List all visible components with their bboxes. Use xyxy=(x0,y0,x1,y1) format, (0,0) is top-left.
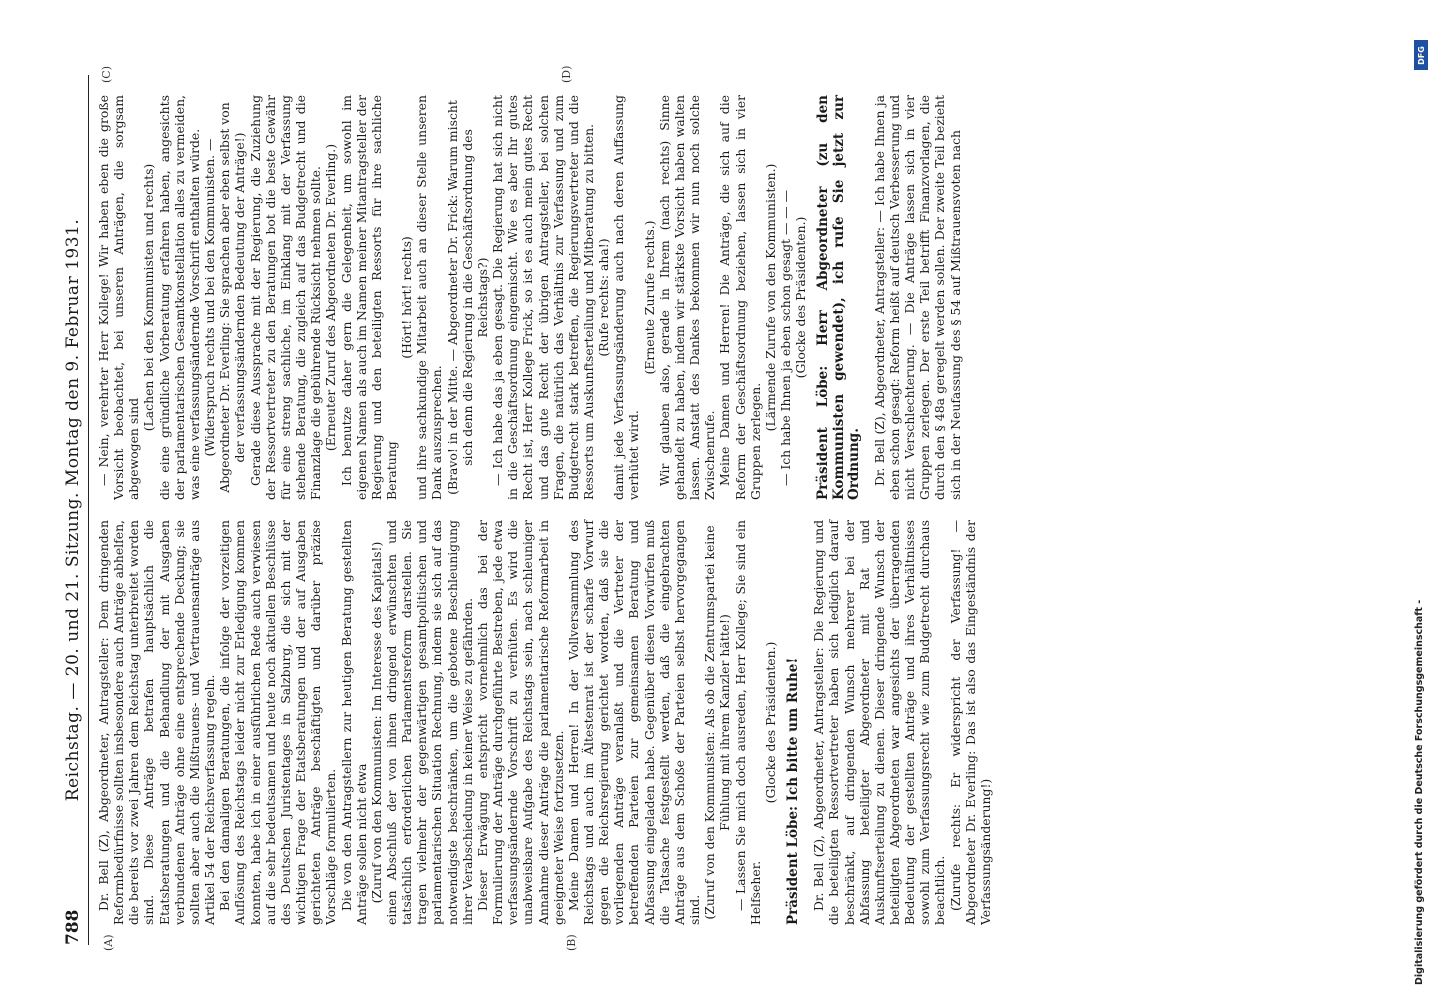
page-header xyxy=(60,75,89,945)
digitization-credit: Digitalisierung gefördert durch die Deutsche Forschungsgemeinschaft - xyxy=(1414,599,1425,985)
left-column xyxy=(96,520,993,925)
speech-paragraph: Wir glauben also, gerade in Ihrem (nach rechts) Sinne gehandelt zu haben, indem wir stärkste Vorsicht haben walten lassen. Anstatt des Dankes bekommen wir nun noch solche Zwischenrufe. xyxy=(656,95,718,500)
interjection: (Widerspruch rechts und bei den Kommunisten. — Abgeordneter Dr. Everling: Sie sprachen aber eben selbst von der verfassungsändernden Bedeutung der Anträge!) xyxy=(202,102,248,493)
speech-paragraph: und ihre sachkundige Mitarbeit auch an dieser Stelle unseren Dank auszusprechen. xyxy=(414,95,445,500)
interjection: (Glocke des Präsidenten.) xyxy=(793,216,809,379)
interjection: (Erneuter Zuruf des Abgeordneten Dr. Everling.) xyxy=(323,143,339,452)
interjection: (Zurufe rechts: Er widerspricht der Verfassung! — Abgeordneter Dr. Everling: Das ist also das Eingeständnis der Verfassungsänderung!) xyxy=(947,520,993,925)
speech-paragraph: Dr. Bell (Z), Abgeordneter, Antragsteller: Dem dringenden Reformbedürfnisse sollten insbesondere auch Anträge abhelfen, die bereits vor zwei Jahren dem Reichstag unterbreitet worden sind. Diese Anträge betrafen hauptsächlich die Etatsberatungen und die Behandlung der mit Ausgaben verbundenen Anträge ohne eine entsprechende Deckung; sie sollten aber auch die Mißtrauens- und Vertrauensanträge aus Artikel 54 der Reichsverfassung regeln. xyxy=(96,520,218,925)
speech-paragraph: Ich benutze daher gern die Gelegenheit, um sowohl im eigenen Namen als auch im Namen meiner Mitantragsteller der Regierung und den beteiligten Ressorts für ihre sachliche Beratung xyxy=(338,95,399,500)
remark-text: Ich bitte um Ruhe! xyxy=(785,657,802,802)
speech-paragraph: Die von den Antragstellern zur heutigen Beratung gestellten Anträge sollen nicht etwa xyxy=(338,520,369,925)
dfg-logo-icon xyxy=(1414,40,1428,70)
speech-paragraph: Meine Damen und Herren! Die Anträge, die sich auf die Reform der Geschäftsordnung beziehen, lassen sich in vier Gruppen zerlegen. xyxy=(717,95,763,500)
speech-paragraph: — Nein, verehrter Herr Kollege! Wir haben eben die große Vorsicht beobachtet, bei unseren Anträgen, die sorgsam abgewogen sind xyxy=(96,95,142,500)
speech-paragraph: Dr. Bell (Z), Abgeordneter, Antragsteller: — Ich habe Ihnen ja eben schon gesagt: Reform heißt auf deutsch Verbesserung und nicht Verschlechterung. — Die Anträge lassen sich in vier Gruppen zerlegen. Der erste Teil betrifft Finanzvorlagen, die durch den § 48a geregelt werden sollen. Der zweite Teil bezieht sich in der Neufassung des § 54 auf Mißtrauensvoten nach xyxy=(871,95,963,500)
page-number: 788 xyxy=(63,909,83,945)
interjection: (Glocke des Präsidenten.) xyxy=(762,641,778,804)
margin-marker-d: (D) xyxy=(560,65,573,83)
margin-marker-a: (A) xyxy=(102,934,115,951)
interjection: (Erneute Zurufe rechts.) xyxy=(641,220,657,375)
speech-paragraph: die eine gründliche Vorberatung erfahren haben, angesichts der parlamentarischen Gesamtkonstellation alles zu vermeiden, was eine verfassungsändernde Vorschrift enthalten würde. xyxy=(156,95,202,500)
dfg-logo-text: DFG xyxy=(1416,45,1426,65)
president-remark xyxy=(816,95,861,500)
speech-paragraph: Bei den damaligen Beratungen, die infolge der vorzeitigen Auflösung des Reichstags leider nicht zur Erledigung kommen konnten, habe ich in einer ausführlichen Rede auch verwiesen auf die sehr bedeutsamen und heute noch aktuellen Beschlüsse des Deutschen Juristentages in Salzburg, die sich mit der wichtigen Frage der Etatsberatungen und der auf Ausgaben gerichteten Anträge beschäftigten und darüber präzise Vorschläge formulierten. xyxy=(217,520,339,925)
president-remark xyxy=(786,520,801,925)
speech-paragraph: Dieser Erwägung entspricht vornehmlich das bei der Formulierung der Anträge durchgeführte Bestreben, jede etwa verfassungsändernde Vorschrift zu verhüten. Es wird die unabweisbare Aufgabe des Reichstags sein, nach schleuniger Annahme dieser Anträge die parlamentarische Reformarbeit in geeigneter Weise fortzusetzen. xyxy=(474,520,566,925)
remark-text: Herr Abgeordneter (zu den Kommunisten gewendet), ich rufe Sie jetzt zur Ordnung. xyxy=(815,95,862,500)
margin-marker-b: (B) xyxy=(565,934,578,951)
speech-paragraph: Dr. Bell (Z), Abgeordneter, Antragsteller: Die Regierung und die beteiligten Ressortvertreter haben sich lediglich darauf beschränkt, auf dringenden Wunsch mehrerer bei der Abfassung beteiligter Abgeordneter mit Rat und Auskunftserteilung zu dienen. Dieser dringende Wunsch der beteiligten Abgeordneten war angesichts der überragenden Bedeutung der gestellten Anträge und ihres Verhältnisses sowohl zum Verfassungsrecht wie zum Budgetrecht durchaus beachtlich. xyxy=(811,520,948,925)
speaker-name: Präsident Löbe: xyxy=(785,805,802,925)
speaker-name: Präsident Löbe: xyxy=(815,365,832,500)
speech-paragraph: — Ich habe das ja eben gesagt. Die Regierung hat sich nicht in die Geschäftsordnung eingemischt. Wie es aber Ihr gutes Recht ist, Herr Kollege Frick, so ist es auch mein gutes Recht und das gute Recht der übrigen Antragsteller, bei solchen Fragen, die natürlich das Verhältnis zur Verfassung und zum Budgetrecht stark betreffen, die Regierungsvertreter und die Ressorts um Auskunftserteilung und Mitberatung zu bitten. xyxy=(490,95,596,500)
speech-paragraph: Meine Damen und Herren! In der Vollversammlung des Reichstags und auch im Ältestenrat ist der scharfe Vorwurf gegen die Reichsregierung gerichtet worden, daß sie die vorliegenden Anträge veranlaßt und die Vertreter der betreffenden Parteien zur gemeinsamen Beratung und Abfassung eingeladen habe. Gegenüber diesen Vorwürfen muß die Tatsache festgestellt werden, daß die eingebrachten Anträge aus dem Schoße der Parteien selbst hervorgegangen sind. xyxy=(565,520,703,925)
speech-paragraph: einen Abschluß der von ihnen dringend erwünschten und tatsächlich erforderlichen Parlamentsreform darstellen. Sie tragen vielmehr der gegenwärtigen gesamtpolitischen und parlamentarischen Situation Rechnung, indem sie sich auf das notwendigste beschränken, um die gebotene Beschleunigung ihrer Verabschiedung in keiner Weise zu gefährden. xyxy=(383,520,475,925)
speech-paragraph: — Lassen Sie mich doch ausreden, Herr Kollege; Sie sind ein Helfseher. xyxy=(732,520,763,925)
right-column xyxy=(96,95,963,500)
margin-marker-c: (C) xyxy=(100,66,113,83)
interjection: (Lachen bei den Kommunisten und rechts) xyxy=(141,163,157,432)
interjection: (Hört! hört! rechts) xyxy=(399,236,415,359)
speech-paragraph: Gerade diese Aussprache mit der Regierung, die Zuziehung der Ressortvertreter zu den Beratungen bot die beste Gewähr für eine streng sachliche, im Einklang mit der Verfassung stehende Beratung, die zugleich auf das Budgetrecht und die Finanzlage die gebührende Rücksicht nehmen sollte. xyxy=(247,95,324,500)
speech-paragraph: — Ich habe Ihnen ja eben schon gesagt — — — xyxy=(778,189,794,486)
speech-paragraph: damit jede Verfassungsänderung auch nach deren Auffassung verhütet wird. xyxy=(611,95,642,500)
interjection: (Lärmende Zurufe von den Kommunisten.) xyxy=(762,163,778,432)
running-title: Reichstag. — 20. und 21. Sitzung. Montag den 9. Februar 1931. xyxy=(63,218,83,802)
interjection: (Rufe rechts: aha!) xyxy=(596,238,612,357)
document-page xyxy=(60,65,1315,951)
interjection: (Bravo! in der Mitte. — Abgeordneter Dr. Frick: Warum mischt sich denn die Regierung in die Geschäftsordnung des Reichstags?) xyxy=(444,100,490,495)
interjection: (Zuruf von den Kommunisten: Als ob die Zentrumspartei keine Fühlung mit ihrem Kanzler hätte!) xyxy=(702,525,733,920)
interjection: (Zuruf von den Kommunisten: Im Interesse des Kapitals!) xyxy=(368,541,384,904)
